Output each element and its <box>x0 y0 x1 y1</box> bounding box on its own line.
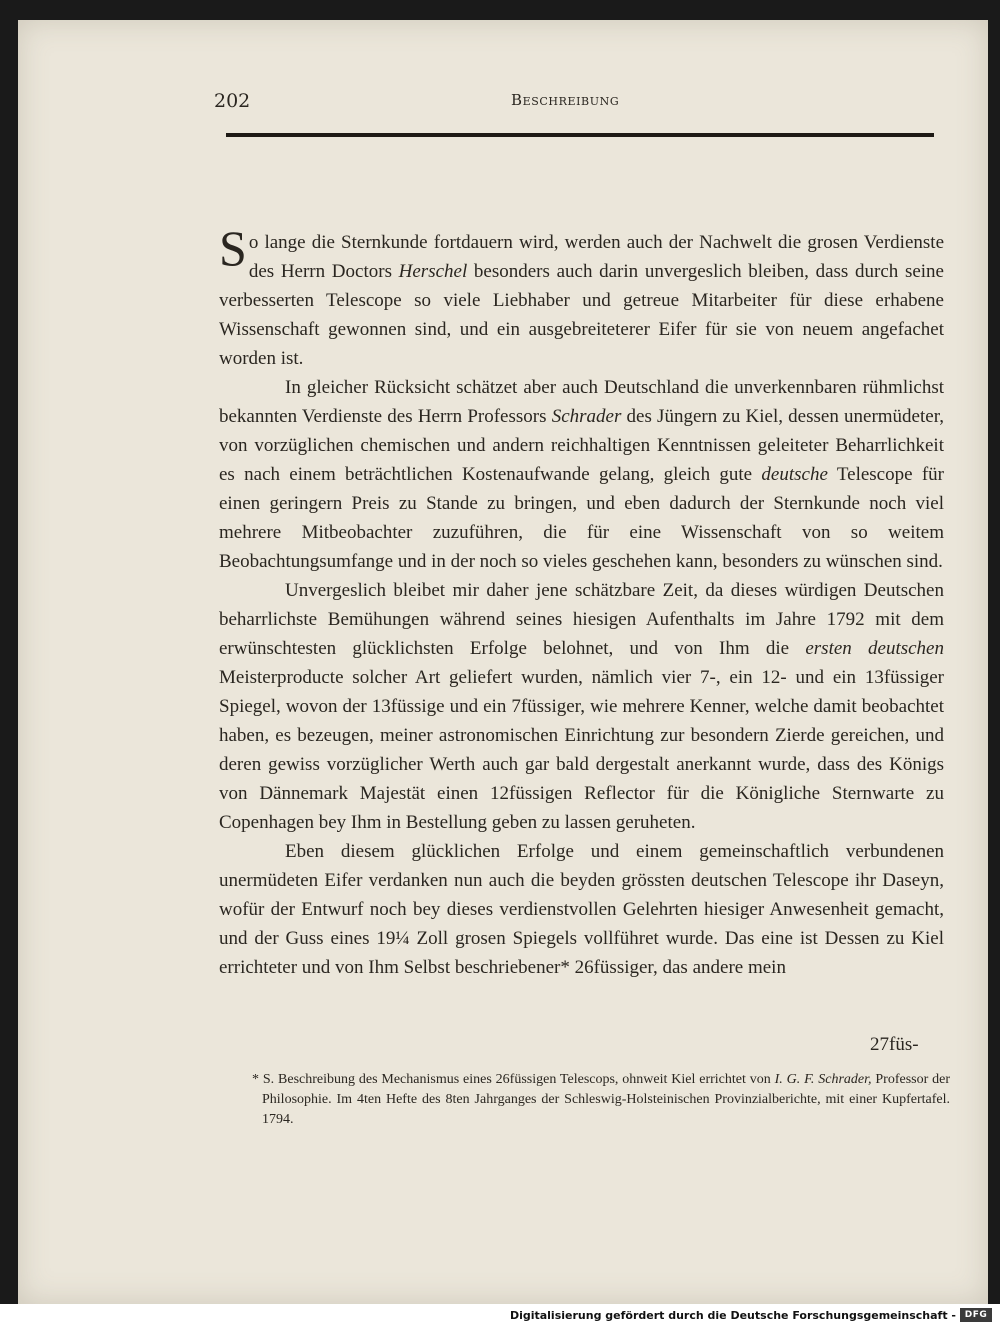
paragraph-3: Unvergeslich bleibet mir daher jene schätzbare Zeit, da dieses würdigen Deutschen beharrlichste Bemühungen während seines hiesigen Aufenthalts im Jahre 1792 mit dem erwünschtesten glücklichsten Erfolge belohnet, und von Ihm die ersten deutschen Meisterproducte solcher Art geliefert wurden, nämlich vier 7-, ein 12- und ein 13füssiger Spiegel, wovon der 13füssige und ein 7füssiger, wie mehrere Kenner, welche damit beobachtet haben, es bezeugen, meiner astronomischen Einrichtung zur besondern Zierde gereichen, und deren gewiss vorzüglicher Werth auch gar bald dergestalt anerkannt wurde, dass des Königs von Dännemark Majestät einen 12füssigen Reflector für die Königliche Sternwarte zu Copenhagen bey Ihm in Bestellung geben zu lassen geruheten. <box>219 580 944 833</box>
dfg-logo-icon: DFG <box>960 1308 992 1322</box>
drop-cap: S <box>219 220 247 276</box>
name-herschel: Herschel <box>398 261 468 282</box>
running-head: Beschreibung <box>511 91 620 109</box>
footnote-author: I. G. F. Schrader, <box>774 1072 872 1087</box>
name-schrader: Schrader <box>551 406 622 427</box>
main-text <box>219 220 945 982</box>
header-rule <box>226 133 934 137</box>
paragraph-1: So lange die Sternkunde fortdauern wird, werden auch der Nachwelt die grosen Verdienste des Herrn Doctors Herschel besonders auch darin unvergeslich bleiben, dass durch seine verbesserten Telescope so viele Liebhaber und getreue Mitarbeiter für diese erhabene Wissenschaft gewonnen sind, und ein ausgebreiteterer Eifer für sie von neuem angefachet worden ist. <box>219 220 944 369</box>
paragraph-2: In gleicher Rücksicht schätzet aber auch Deutschland die unverkennbaren rühmlichst bekannten Verdienste des Herrn Professors Schrader des Jüngern zu Kiel, dessen unermüdeter, von vorzüglichen chemischen und andern reichhaltigen Kenntnissen geleiteter Beharrlichkeit es nach einem beträchtlichen Kostenaufwande gelang, gleich gute deutsche Telescope für einen geringern Preis zu Stande zu bringen, und eben dadurch der Sternkunde noch viel mehrere Mitbeobachter zuzuführen, die für eine Wissenschaft von so weitem Beobachtungsumfange und in der noch so vieles geschehen kann, besonders zu wünschen sind. <box>219 377 945 572</box>
page-number: 202 <box>214 90 251 112</box>
catchword: 27füs- <box>870 1034 919 1055</box>
footnote: * S. Beschreibung des Mechanismus eines 26füssigen Telescops, ohnweit Kiel errichtet von I. G. F. Schrader, Professor der Philosophie. Im 4ten Hefte des 8ten Jahrganges der Schleswig-Holsteinischen Provinzialberichte, mit einer Kupfertafel. 1794. <box>252 1072 950 1127</box>
footer-credit: Digitalisierung gefördert durch die Deutsche Forschungsgemeinschaft - <box>509 1309 956 1322</box>
paragraph-4: Eben diesem glücklichen Erfolge und einem gemeinschaftlich verbundenen unermüdeten Eifer verdanken nun auch die beyden grössten deutschen Telescope ihr Daseyn, wofür der Entwurf noch bey dieses verdienstvollen Gelehrten hiesiger Anwesenheit gemacht, und der Guss eines 19¼ Zoll grosen Spiegels vollführet wurde. Das eine ist Dessen zu Kiel errichteter und von Ihm Selbst beschriebener* 26füssiger, das andere mein <box>219 841 944 978</box>
